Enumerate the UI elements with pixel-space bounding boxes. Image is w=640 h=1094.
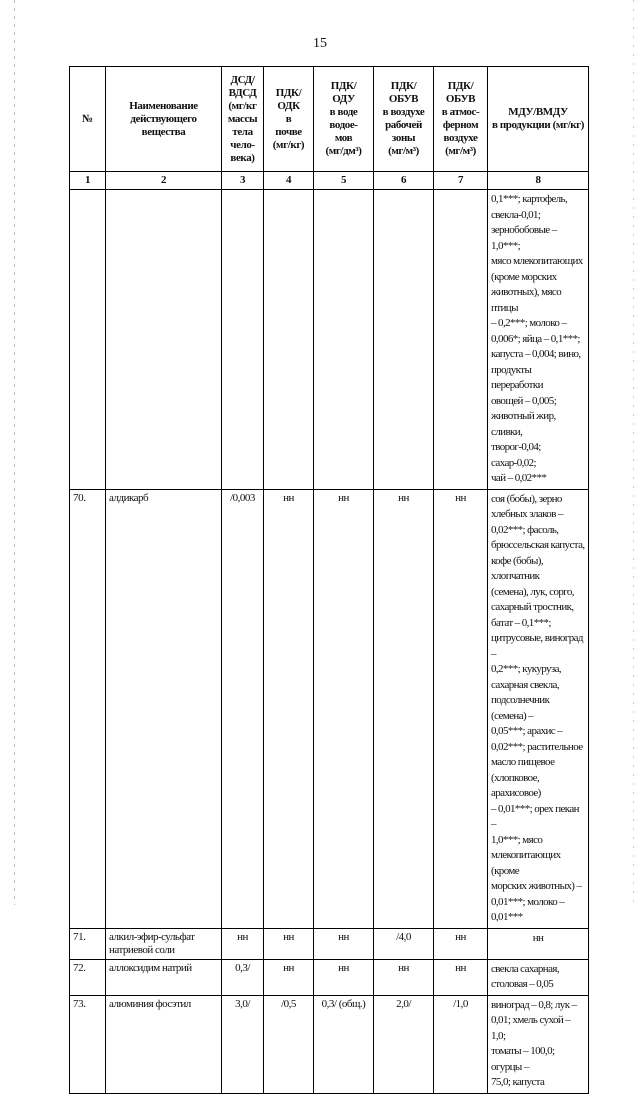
cell-water: нн	[314, 489, 374, 928]
column-number-row	[70, 172, 589, 190]
text-line: (мг/кг)	[272, 138, 305, 151]
text-line: почве	[275, 125, 302, 138]
page-edge-right	[633, 0, 634, 905]
text-line: ПДК/	[330, 80, 357, 92]
text-line: ОДК	[277, 99, 300, 112]
text-line: мов	[334, 132, 353, 144]
text-line: ОБУВ	[388, 93, 419, 105]
column-number: 4	[264, 172, 314, 190]
header-cell-atm-air	[434, 67, 488, 172]
text-line: в	[285, 112, 292, 125]
column-number: 1	[70, 172, 106, 190]
text-line: 1,0***; мясо	[491, 833, 543, 846]
cell-no: 73.	[70, 995, 106, 1093]
text-line: животных), мясо птицы	[491, 286, 562, 314]
text-line: ПДК/	[275, 86, 302, 99]
text-line: 0,01***	[491, 911, 523, 923]
cell-soil: /0,5	[264, 995, 314, 1093]
cell-water: нн	[314, 959, 374, 995]
cell-empty	[374, 190, 434, 490]
text-line: кофе (бобы), хлопчатник	[491, 554, 544, 582]
text-line: (семена), лук, сорго,	[491, 585, 574, 598]
text-line: (кроме морских	[491, 270, 557, 283]
text-line: тела	[232, 125, 253, 138]
cell-soil: нн	[264, 928, 314, 959]
header-cell-no	[70, 67, 106, 172]
text-line: млекопитающих (кроме	[491, 849, 561, 877]
text-line: в продукции (мг/кг)	[491, 119, 585, 131]
cell-work-air: 2,0/	[374, 995, 434, 1093]
cell-atm-air: нн	[434, 489, 488, 928]
text-line: рабочей	[385, 119, 422, 131]
text-line: воздухе	[443, 132, 478, 144]
text-line: чело-	[230, 138, 255, 151]
page-edge-left	[14, 0, 15, 905]
cell-no: 72.	[70, 959, 106, 995]
text-line: ОБУВ	[445, 93, 476, 105]
cell-empty	[222, 190, 264, 490]
cell-no: 70.	[70, 489, 106, 928]
text-line: (хлопковое, арахисовое)	[491, 771, 541, 799]
text-line: зернобобовые – 1,0***;	[491, 224, 557, 252]
text-line: действующего	[130, 112, 197, 125]
cell-soil: нн	[264, 959, 314, 995]
table-row-continuation	[70, 190, 589, 490]
text-line: животный жир, сливки,	[491, 410, 556, 438]
cell-soil: нн	[264, 489, 314, 928]
text-line: (мг/дм³)	[325, 145, 362, 157]
text-line: сахарный тростник,	[491, 601, 574, 613]
text-line: овощей – 0,005;	[491, 394, 557, 407]
text-line: – 0,01***; орех пекан –	[491, 802, 579, 830]
table-row	[70, 959, 589, 995]
header-cell-dsd	[222, 67, 264, 172]
text-line: 0,01; хмель сухой – 1,0;	[491, 1014, 571, 1042]
text-line: цитрусовые, виноград –	[491, 632, 583, 660]
cell-dsd: нн	[222, 928, 264, 959]
text-line: творог-0,04; сахар-0,02;	[491, 441, 541, 469]
table-row	[70, 489, 589, 928]
text-line: соя (бобы), зерно	[491, 492, 562, 505]
text-line: продукты переработки	[491, 363, 543, 391]
text-line: в атмос-	[441, 106, 480, 118]
text-line: мясо млекопитающих	[491, 255, 583, 267]
cell-atm-air: нн	[434, 928, 488, 959]
cell-mdu	[488, 928, 589, 959]
header-cell-water	[314, 67, 374, 172]
cell-mdu	[488, 959, 589, 995]
text-line: 75,0; капуста	[491, 1076, 545, 1088]
cell-mdu	[488, 995, 589, 1093]
text-line: подсолнечник (семена) –	[491, 694, 550, 722]
column-number: 5	[314, 172, 374, 190]
text-line: ПДК/	[447, 80, 474, 92]
cell-name: аллоксидим натрий	[106, 959, 222, 995]
cell-dsd: 0,3/	[222, 959, 264, 995]
text-line: 0,2***; кукуруза,	[491, 663, 562, 675]
cell-dsd: 3,0/	[222, 995, 264, 1093]
header-row	[70, 67, 589, 172]
text-line: батат – 0,1***;	[491, 616, 551, 629]
cell-water: нн	[314, 928, 374, 959]
text-line: 0,1***; картофель,	[491, 193, 568, 205]
cell-atm-air: нн	[434, 959, 488, 995]
cell-water: 0,3/ (общ.)	[314, 995, 374, 1093]
table-row	[70, 928, 589, 959]
cell-name: алкил-эфир-сульфат натриевой соли	[106, 928, 222, 959]
text-line: капуста – 0,004; вино,	[491, 348, 581, 360]
text-line: в воде	[329, 106, 358, 118]
text-line: века)	[230, 151, 255, 164]
text-line: ДСД/	[230, 73, 255, 86]
text-line: столовая – 0,05	[491, 978, 554, 990]
text-line: Наименование	[129, 99, 198, 112]
text-line: ВДСД	[228, 86, 257, 99]
text-line: МДУ/ВМДУ	[508, 106, 568, 118]
header-cell-mdu	[488, 67, 589, 172]
text-line: ПДК/	[390, 80, 417, 92]
text-line: хлебных злаков –	[491, 508, 563, 520]
text-line: морских животных) –	[491, 880, 582, 892]
table-row	[70, 995, 589, 1093]
text-line: массы	[227, 112, 258, 125]
cell-empty	[70, 190, 106, 490]
column-number: 8	[488, 172, 589, 190]
text-line: брюссельская капуста,	[491, 539, 585, 551]
text-line: – 0,2***; молоко –	[491, 317, 567, 329]
text-line: ОДУ	[332, 93, 355, 105]
header-cell-work-air	[374, 67, 434, 172]
page-number: 15	[313, 36, 327, 51]
text-line: нн	[532, 931, 544, 944]
cell-empty	[106, 190, 222, 490]
text-line: свекла-0,01;	[491, 208, 541, 221]
cell-atm-air: /1,0	[434, 995, 488, 1093]
column-number: 6	[374, 172, 434, 190]
substances-table	[69, 66, 589, 1094]
column-number: 7	[434, 172, 488, 190]
cell-no: 71.	[70, 928, 106, 959]
text-line: 0,02***; растительное	[491, 740, 583, 753]
cell-name: алюминия фосэтил	[106, 995, 222, 1093]
text-line: (мг/кг	[228, 99, 257, 112]
text-line: чай – 0,02***	[491, 472, 547, 484]
text-line: вещества	[141, 125, 186, 138]
cell-name: алдикарб	[106, 489, 222, 928]
text-line: сахарная свекла,	[491, 678, 559, 691]
cell-empty	[264, 190, 314, 490]
text-line: 0,006*; яйца – 0,1***;	[491, 332, 580, 345]
text-line: ферном	[442, 119, 479, 131]
cell-mdu	[488, 489, 589, 928]
text-line: томаты – 100,0; огурцы –	[491, 1045, 555, 1073]
cell-work-air: нн	[374, 489, 434, 928]
text-line: в воздухе	[382, 106, 425, 118]
text-line: 0,01***; молоко –	[491, 895, 565, 908]
cell-empty	[314, 190, 374, 490]
text-line: зоны	[391, 132, 416, 144]
text-line: 0,05***; арахис –	[491, 725, 563, 737]
cell-empty	[434, 190, 488, 490]
text-line: свекла сахарная,	[491, 962, 559, 975]
column-number: 2	[106, 172, 222, 190]
cell-mdu-continuation	[488, 190, 589, 490]
text-line: (мг/м³)	[388, 145, 419, 157]
text-line: виноград – 0,8; лук –	[491, 998, 577, 1011]
text-line: (мг/м³)	[445, 145, 476, 157]
cell-work-air: /4,0	[374, 928, 434, 959]
text-line: водое-	[329, 119, 358, 131]
cell-work-air: нн	[374, 959, 434, 995]
text-line: 0,02***; фасоль,	[491, 523, 559, 536]
header-cell-soil	[264, 67, 314, 172]
header-cell-name	[106, 67, 222, 172]
text-line: №	[82, 112, 93, 125]
text-line: масло пищевое	[491, 756, 555, 768]
cell-dsd: /0,003	[222, 489, 264, 928]
column-number: 3	[222, 172, 264, 190]
